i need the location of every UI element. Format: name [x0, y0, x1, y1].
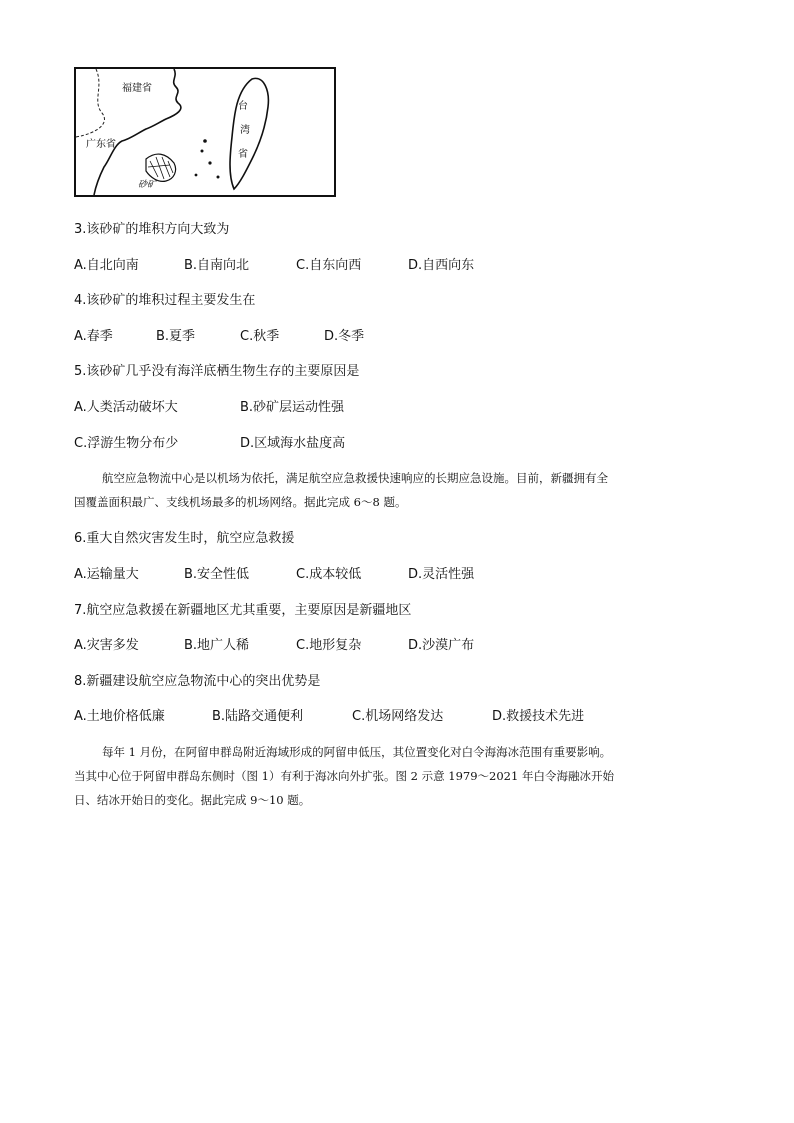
question-3-stem: 3.该砂矿的堆积方向大致为 [74, 222, 230, 237]
q4-option-c[interactable]: C.秋季 [240, 329, 280, 344]
map-border [75, 68, 335, 196]
island-dot [217, 176, 220, 179]
passage-aviation [74, 466, 724, 514]
q6-option-b[interactable]: B.安全性低 [184, 567, 250, 582]
q7-option-a[interactable]: A.灾害多发 [74, 638, 139, 653]
map-figure [74, 67, 336, 197]
q7-option-c[interactable]: C.地形复杂 [296, 638, 362, 653]
q5-option-d[interactable]: D.区域海水盐度高 [240, 436, 346, 451]
island-dot [201, 150, 204, 153]
q7-option-b[interactable]: B.地广人稀 [184, 638, 250, 653]
passage-aleutian [74, 740, 724, 812]
island-dot [208, 161, 211, 164]
label-taiwan-3: 省 [238, 149, 248, 160]
question-7-stem: 7.航空应急救援在新疆地区尤其重要，主要原因是新疆地区 [74, 603, 412, 618]
label-taiwan-2: 湾 [240, 125, 250, 136]
q8-option-a[interactable]: A.土地价格低廉 [74, 709, 165, 724]
passage-aleutian-line1: 每年 1 月份，在阿留申群岛附近海域形成的阿留申低压，其位置变化对白令海海冰范围有重要影响。 [102, 745, 612, 759]
label-guangdong: 广东省 [86, 139, 116, 150]
question-5-stem: 5.该砂矿几乎没有海洋底栖生物生存的主要原因是 [74, 364, 360, 379]
q3-option-d[interactable]: D.自西向东 [408, 258, 475, 273]
q4-option-b[interactable]: B.夏季 [156, 329, 196, 344]
island-dot [203, 139, 207, 143]
q5-option-a[interactable]: A.人类活动破坏大 [74, 400, 178, 415]
island-dot [195, 174, 198, 177]
question-8-stem: 8.新疆建设航空应急物流中心的突出优势是 [74, 674, 321, 689]
passage-aviation-line1: 航空应急物流中心是以机场为依托，满足航空应急救援快速响应的长期应急设施。目前，新疆拥有全 [102, 471, 608, 485]
q3-option-a[interactable]: A.自北向南 [74, 258, 139, 273]
label-taiwan-1: 台 [238, 101, 248, 112]
q6-option-c[interactable]: C.成本较低 [296, 567, 362, 582]
q8-option-d[interactable]: D.救援技术先进 [492, 709, 585, 724]
q4-option-d[interactable]: D.冬季 [324, 329, 365, 344]
passage-aviation-line2: 国覆盖面积最广、支线机场最多的机场网络。据此完成 6～8 题。 [74, 495, 407, 509]
label-sand-mine: 砂矿 [138, 180, 157, 190]
q6-option-d[interactable]: D.灵活性强 [408, 567, 475, 582]
q4-option-a[interactable]: A.春季 [74, 329, 113, 344]
q8-option-b[interactable]: B.陆路交通便利 [212, 709, 304, 724]
label-fujian: 福建省 [122, 83, 152, 94]
q6-option-a[interactable]: A.运输量大 [74, 567, 139, 582]
q7-option-d[interactable]: D.沙漠广布 [408, 638, 475, 653]
question-4-stem: 4.该砂矿的堆积过程主要发生在 [74, 293, 256, 308]
map-svg [74, 67, 336, 197]
question-6-stem: 6.重大自然灾害发生时，航空应急救援 [74, 531, 295, 546]
passage-aleutian-line3: 日、结冰开始日的变化。据此完成 9～10 题。 [74, 793, 311, 807]
q3-option-c[interactable]: C.自东向西 [296, 258, 362, 273]
q3-option-b[interactable]: B.自南向北 [184, 258, 250, 273]
q5-option-b[interactable]: B.砂矿层运动性强 [240, 400, 345, 415]
q8-option-c[interactable]: C.机场网络发达 [352, 709, 444, 724]
q5-option-c[interactable]: C.浮游生物分布少 [74, 436, 179, 451]
passage-aleutian-line2: 当其中心位于阿留申群岛东侧时（图 1）有利于海冰向外扩张。图 2 示意 1979～2021 年白令海融冰开始 [74, 769, 614, 783]
